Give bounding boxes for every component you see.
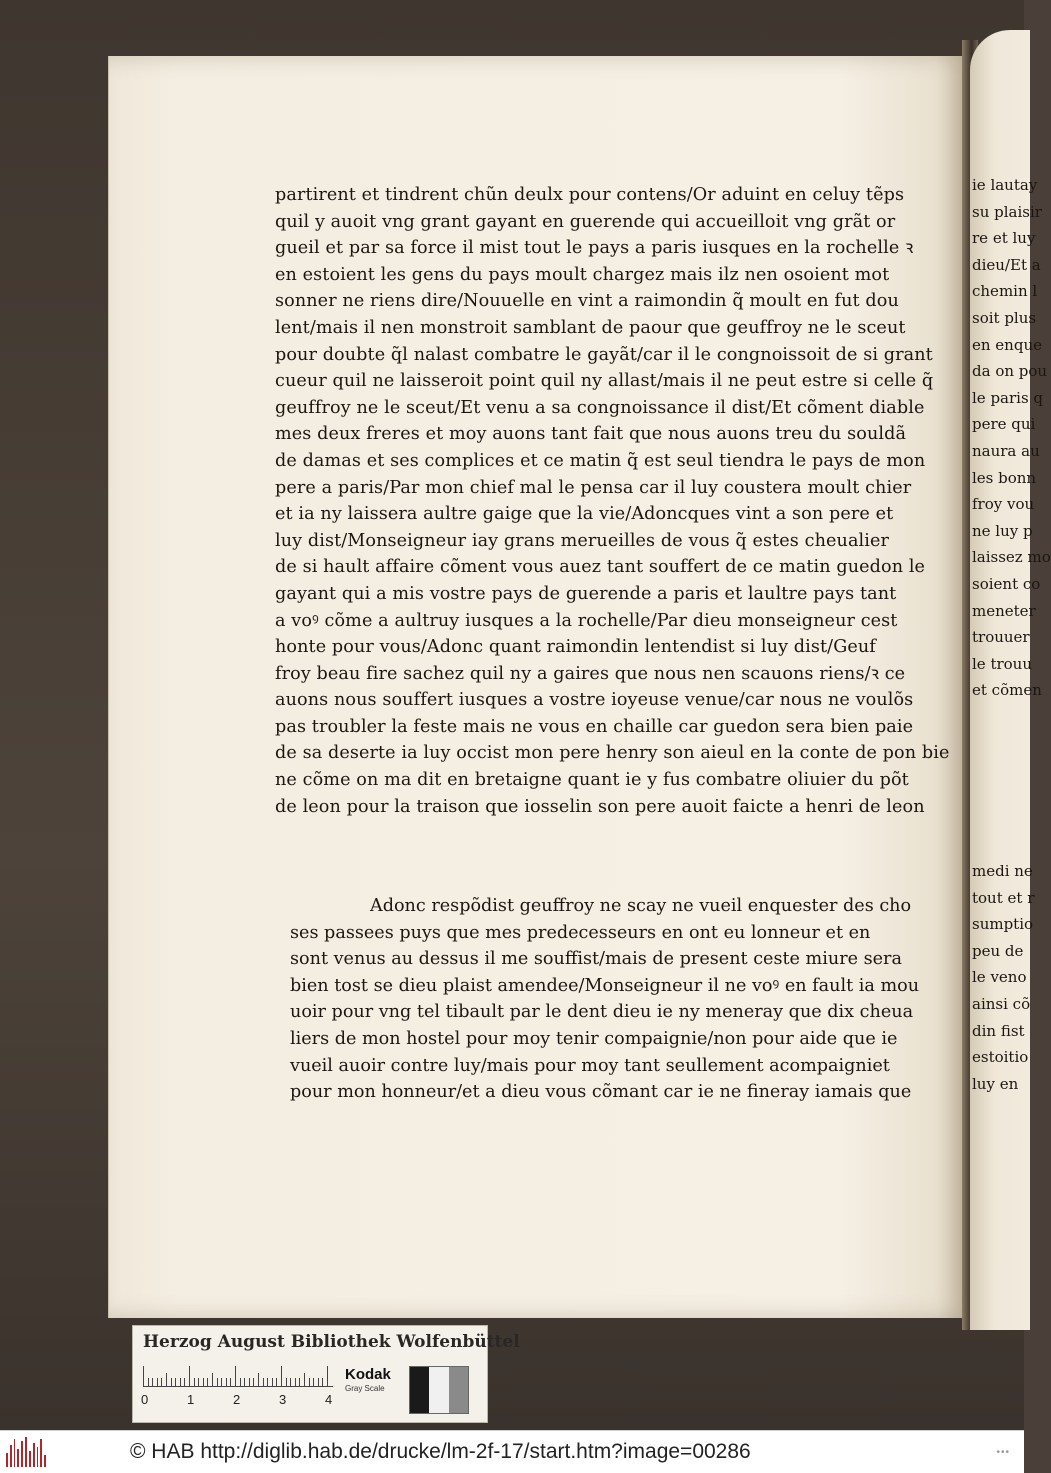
text-line: dieu/Et a xyxy=(972,255,1041,274)
text-line: a voꝰ cõme a aultruy iusques a la rochelle/Par dieu monseigneur cest xyxy=(275,610,898,631)
text-line: naura au xyxy=(972,441,1040,460)
text-line: soient co xyxy=(972,574,1041,593)
text-line: de si hault affaire cõment vous auez tant souffert de ce matin guedon le xyxy=(275,557,926,578)
ruler-tick xyxy=(309,1378,310,1386)
text-line: tout et r xyxy=(972,888,1035,907)
ruler-tick xyxy=(226,1378,227,1386)
text-line: pour doubte q̃l nalast combatre le gayãt/car il le congnoissoit de si grant xyxy=(275,344,933,365)
ruler-tick xyxy=(180,1378,181,1386)
swatch xyxy=(410,1367,429,1413)
ruler-tick xyxy=(212,1373,213,1386)
library-title: Herzog August Bibliothek Wolfenbüttel xyxy=(143,1332,520,1352)
text-line: gueil et par sa force il mist tout le pays a paris iusques en la rochelle ꝛ xyxy=(275,238,914,259)
ruler-tick xyxy=(318,1378,319,1386)
text-line: trouuer xyxy=(972,628,1030,647)
logo-bar xyxy=(17,1449,19,1467)
text-line: soit plus xyxy=(972,308,1037,327)
logo-bar xyxy=(40,1439,42,1467)
text-line: en estoient les gens du pays moult chargez mais ilz nen osoient mot xyxy=(275,264,890,285)
text-line: honte pour vous/Adonc quant raimondin lentendist si luy dist/Geuf xyxy=(275,637,876,658)
ruler-tick xyxy=(258,1373,259,1386)
text-line: luy dist/Monseigneur iay grans merueilles de vous q̃ estes cheualier xyxy=(275,530,890,551)
text-line: en enque xyxy=(972,335,1042,354)
ruler-tick xyxy=(198,1378,199,1386)
logo-bar xyxy=(14,1439,16,1467)
ruler-tick xyxy=(175,1378,176,1386)
logo-bar xyxy=(25,1437,27,1467)
text-line: ie lautay xyxy=(972,176,1038,194)
ruler-tick xyxy=(148,1378,149,1386)
logo-bar xyxy=(29,1451,31,1467)
text-line: laissez mo xyxy=(972,548,1051,567)
text-line: sont venus au dessus il me souffist/mais de present ceste miure sera xyxy=(290,949,902,970)
text-line: bien tost se dieu plaist amendee/Monseigneur il ne voꝰ en fault ia mou xyxy=(290,975,920,996)
ruler-tick xyxy=(157,1378,158,1386)
gray-scale-label: Gray Scale xyxy=(345,1384,385,1393)
text-line: da on pou xyxy=(972,362,1048,381)
color-reference-card xyxy=(132,1325,520,1423)
ruler-tick xyxy=(171,1378,172,1386)
logo-bar xyxy=(21,1441,23,1467)
logo-bar xyxy=(33,1443,35,1467)
text-line: sonner ne riens dire/Nouuelle en vint a raimondin q̃ moult en fut dou xyxy=(275,291,899,312)
ruler-tick xyxy=(299,1378,300,1386)
text-line: et cõmen xyxy=(972,681,1042,700)
ruler-tick xyxy=(207,1378,208,1386)
ruler-tick xyxy=(194,1378,195,1386)
ruler-tick xyxy=(249,1378,250,1386)
text-line: de damas et ses complices et ce matin q̃ est seul tiendra le pays de mon xyxy=(275,450,926,471)
text-line: quil y auoit vng grant gayant en guerende qui accueilloit vng grãt or xyxy=(275,211,896,232)
text-line: medi ne xyxy=(972,862,1033,880)
ruler-tick xyxy=(240,1378,241,1386)
text-line: pere a paris/Par mon chief mal le pensa car il luy coustera moult chier xyxy=(275,477,912,498)
more-icon: ••• xyxy=(996,1447,1010,1458)
logo-bar xyxy=(37,1447,39,1467)
text-line: froy beau fire sachez quil ny a gaires que nous nen scauons riens/ꝛ ce xyxy=(275,663,906,684)
ruler-tick xyxy=(189,1366,190,1386)
hab-logo-icon xyxy=(6,1437,46,1467)
ruler-tick xyxy=(143,1366,144,1386)
text-line: pour mon honneur/et a dieu vous cõmant car ie ne fineray iamais que xyxy=(290,1082,912,1103)
text-line: estoitio xyxy=(972,1048,1029,1067)
gray-swatches xyxy=(409,1366,469,1414)
ruler-number: 4 xyxy=(325,1392,333,1407)
text-line: chemin l xyxy=(972,282,1038,301)
text-line: ne cõme on ma dit en bretaigne quant ie y fus combatre oliuier du põt xyxy=(275,770,909,791)
ruler-tick xyxy=(313,1378,314,1386)
ruler-tick xyxy=(272,1378,273,1386)
ruler-tick xyxy=(322,1378,323,1386)
text-line: le paris q xyxy=(972,388,1044,407)
ruler-tick xyxy=(230,1378,231,1386)
ruler-tick xyxy=(267,1378,268,1386)
ruler-numbers xyxy=(141,1392,341,1412)
text-line: de leon pour la traison que iosselin son pere auoit faicte a henri de leon xyxy=(275,796,925,817)
text-line: et ia ny laissera aultre gaige que la vie/Adoncques vint a son pere et xyxy=(275,504,894,525)
text-line: luy en xyxy=(972,1074,1019,1093)
ruler-tick xyxy=(244,1378,245,1386)
copyright-url[interactable]: © HAB http://diglib.hab.de/drucke/lm-2f-17/start.htm?image=00286 xyxy=(130,1440,751,1463)
text-line: de sa deserte ia luy occist mon pere henry son aieul en la conte de pon bie xyxy=(275,743,950,764)
right-page-fragments-2 xyxy=(972,858,1035,1097)
text-line: mes deux freres et moy auons tant fait que nous auons treu du souldã xyxy=(275,424,907,445)
ruler-number: 0 xyxy=(141,1392,149,1407)
right-page-fragments xyxy=(972,172,1051,704)
text-line: le veno xyxy=(972,968,1027,987)
ruler-tick xyxy=(327,1366,328,1386)
text-line: froy vou xyxy=(972,495,1035,514)
ruler-tick xyxy=(286,1378,287,1386)
text-line: sumptio xyxy=(972,915,1034,934)
logo-bar xyxy=(44,1455,46,1467)
text-paragraph-2 xyxy=(290,893,940,1106)
logo-bar xyxy=(6,1453,8,1467)
text-line: Adonc respõdist geuffroy ne scay ne vueil enquester des cho xyxy=(370,896,912,916)
text-line: lent/mais il nen monstroit samblant de paour que geuffroy ne le sceut xyxy=(275,317,906,338)
ruler-tick xyxy=(253,1378,254,1386)
ruler-tick xyxy=(152,1378,153,1386)
ruler-tick xyxy=(235,1366,236,1386)
text-line: meneter xyxy=(972,601,1036,620)
kodak-logo: Kodak xyxy=(345,1366,391,1383)
footer-bar xyxy=(0,1430,1024,1473)
text-line: re et luy xyxy=(972,229,1036,248)
ruler-tick xyxy=(281,1366,282,1386)
ruler-tick xyxy=(161,1378,162,1386)
scale-ruler xyxy=(143,1364,333,1387)
ruler-number: 2 xyxy=(233,1392,241,1407)
ruler-tick xyxy=(217,1378,218,1386)
ruler-tick xyxy=(276,1378,277,1386)
ruler-tick xyxy=(295,1378,296,1386)
ruler-tick xyxy=(304,1373,305,1386)
text-line: cueur quil ne laisseroit point quil ny allast/mais il ne peut estre si celle q̃ xyxy=(275,371,934,392)
ruler-number: 3 xyxy=(279,1392,287,1407)
ruler-tick xyxy=(290,1378,291,1386)
text-line: geuffroy ne le sceut/Et venu a sa congnoissance il dist/Et cõment diable xyxy=(275,397,925,418)
text-line: ne luy p xyxy=(972,521,1033,540)
text-line: uoir pour vng tel tibault par le dent dieu ie ny meneray que dix cheua xyxy=(290,1002,914,1023)
text-line: vueil auoir contre luy/mais pour moy tant seullement acompaigniet xyxy=(290,1055,890,1076)
text-paragraph-1 xyxy=(275,182,950,820)
ruler-tick xyxy=(221,1378,222,1386)
text-line: liers de mon hostel pour moy tenir compaignie/non pour aide que ie xyxy=(290,1028,898,1049)
swatch xyxy=(429,1367,448,1413)
text-line: les bonn xyxy=(972,468,1037,487)
text-line: pas troubler la feste mais ne vous en chaille car guedon sera bien paie xyxy=(275,716,914,737)
ruler-number: 1 xyxy=(187,1392,195,1407)
text-line: peu de xyxy=(972,941,1024,960)
text-line: auons nous souffert iusques a vostre ioyeuse venue/car nous ne voulõs xyxy=(275,690,914,711)
ruler-tick xyxy=(203,1378,204,1386)
ruler-tick xyxy=(166,1373,167,1386)
swatch xyxy=(449,1367,468,1413)
text-line: le trouu xyxy=(972,654,1032,673)
ruler-tick xyxy=(263,1378,264,1386)
text-line: su plaisir xyxy=(972,202,1042,221)
logo-bar xyxy=(10,1445,12,1467)
text-line: pere qui xyxy=(972,415,1036,434)
text-line: ses passees puys que mes predecesseurs en ont eu lonneur et en xyxy=(290,922,871,943)
text-line: partirent et tindrent chũn deulx pour contens/Or aduint en celuy tẽps xyxy=(275,185,905,205)
ruler-tick xyxy=(184,1378,185,1386)
text-line: gayant qui a mis vostre pays de guerende a paris et laultre pays tant xyxy=(275,583,897,604)
text-line: ainsi cõ xyxy=(972,994,1031,1013)
text-line: din fist xyxy=(972,1021,1025,1040)
